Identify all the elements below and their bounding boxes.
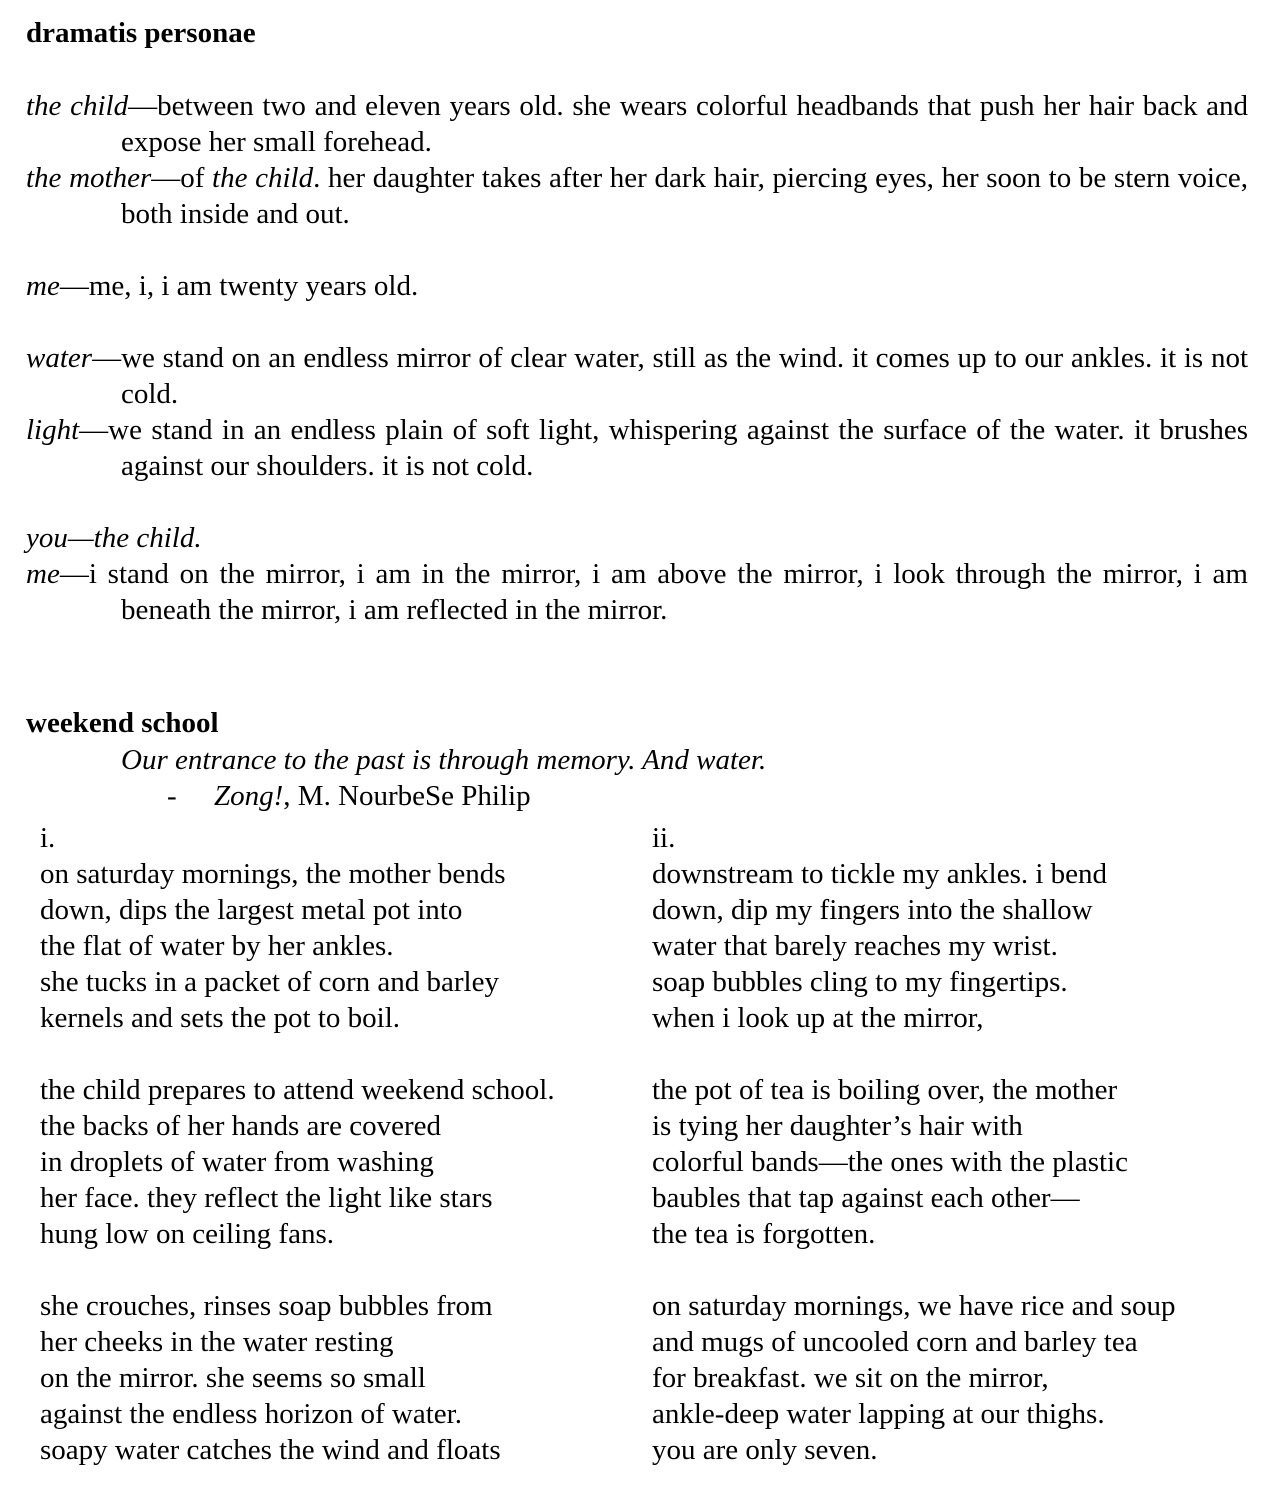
poem-line: is tying her daughter’s hair with	[652, 1110, 1023, 1142]
poem-line: soap bubbles cling to my fingertips.	[652, 966, 1068, 998]
epigraph: Our entrance to the past is through memory. And water.	[121, 744, 767, 776]
poem-line: the pot of tea is boiling over, the mother	[652, 1074, 1118, 1106]
poem-line: hung low on ceiling fans.	[40, 1218, 334, 1250]
poem-line: the child prepares to attend weekend school.	[40, 1074, 555, 1106]
entry-text: —i stand on the mirror, i am in the mirror, i am above the mirror, i look through the mirror, i am beneath the mirror, i am reflected in the mirror.	[59, 558, 1248, 626]
entry-me-mirror	[26, 556, 1248, 628]
attribution-title: Zong!	[214, 780, 284, 812]
entry-text: —me, i, i am twenty years old.	[59, 270, 419, 302]
poem-line: her cheeks in the water resting	[40, 1326, 394, 1358]
attribution-author: , M. NourbeSe Philip	[283, 780, 531, 812]
attribution-dash: -	[167, 780, 177, 812]
poem-line: the backs of her hands are covered	[40, 1110, 441, 1142]
poem-line: the tea is forgotten.	[652, 1218, 876, 1250]
weekend-school-heading: weekend school	[26, 707, 219, 739]
entry-term-inline: the child	[212, 162, 314, 194]
poem-line: her face. they reflect the light like stars	[40, 1182, 493, 1214]
poem-line: the flat of water by her ankles.	[40, 930, 394, 962]
poem-columns	[26, 820, 1248, 1466]
poem-column-left	[40, 820, 640, 1468]
poem-column-right	[652, 820, 1248, 1468]
entry-term: me	[26, 270, 60, 302]
dramatis-heading: dramatis personae	[26, 17, 256, 49]
poem-line: down, dip my fingers into the shallow	[652, 894, 1093, 926]
document-page	[26, 14, 1249, 1466]
entry-term: water	[26, 342, 93, 374]
entry-term: the child	[26, 90, 129, 122]
entry-text: —we stand on an endless mirror of clear water, still as the wind. it comes up to our ankles. it is not cold.	[92, 342, 1248, 410]
poem-line: down, dips the largest metal pot into	[40, 894, 463, 926]
entry-term: the mother	[26, 162, 152, 194]
entry-me	[26, 268, 1248, 304]
poem-line: when i look up at the mirror,	[652, 1002, 984, 1034]
poem-line: downstream to tickle my ankles. i bend	[652, 858, 1108, 890]
poem-line: and mugs of uncooled corn and barley tea	[652, 1326, 1138, 1358]
poem-line: she tucks in a packet of corn and barley	[40, 966, 499, 998]
poem-line: colorful bands—the ones with the plastic	[652, 1146, 1128, 1178]
entry-text: —we stand in an endless plain of soft light, whispering against the surface of the water. it brushes against our shoulders. it is not cold.	[79, 414, 1248, 482]
entry-term: you—the child.	[26, 522, 202, 554]
poem-line: baubles that tap against each other—	[652, 1182, 1080, 1214]
poem-line: ankle-deep water lapping at our thighs.	[652, 1398, 1105, 1430]
poem-line: water that barely reaches my wrist.	[652, 930, 1058, 962]
poem-line: soapy water catches the wind and floats	[40, 1434, 501, 1466]
poem-line: on saturday mornings, the mother bends	[40, 858, 506, 890]
entry-term: me	[26, 558, 60, 590]
entry-water	[26, 340, 1248, 412]
poem-line: kernels and sets the pot to boil.	[40, 1002, 401, 1034]
entry-the-mother	[26, 160, 1248, 232]
entry-term: light	[26, 414, 80, 446]
poem-line: on the mirror. she seems so small	[40, 1362, 426, 1394]
entry-you	[26, 520, 1248, 556]
poem-line: you are only seven.	[652, 1434, 878, 1466]
entry-text: . her daughter takes after her dark hair, piercing eyes, her soon to be stern voice, both inside and out.	[121, 162, 1248, 230]
poem-line: for breakfast. we sit on the mirror,	[652, 1362, 1049, 1394]
entry-text: —between two and eleven years old. she wears colorful headbands that push her hair back and expose her small forehead.	[121, 90, 1249, 158]
section-number: ii.	[652, 822, 676, 854]
entry-dash: —of	[151, 162, 213, 194]
poem-line: she crouches, rinses soap bubbles from	[40, 1290, 493, 1322]
section-number: i.	[40, 822, 56, 854]
poem-line: against the endless horizon of water.	[40, 1398, 462, 1430]
epigraph-attribution	[26, 778, 1248, 814]
entry-light	[26, 412, 1248, 484]
entry-the-child	[26, 88, 1248, 160]
poem-line: on saturday mornings, we have rice and soup	[652, 1290, 1176, 1322]
poem-line: in droplets of water from washing	[40, 1146, 434, 1178]
